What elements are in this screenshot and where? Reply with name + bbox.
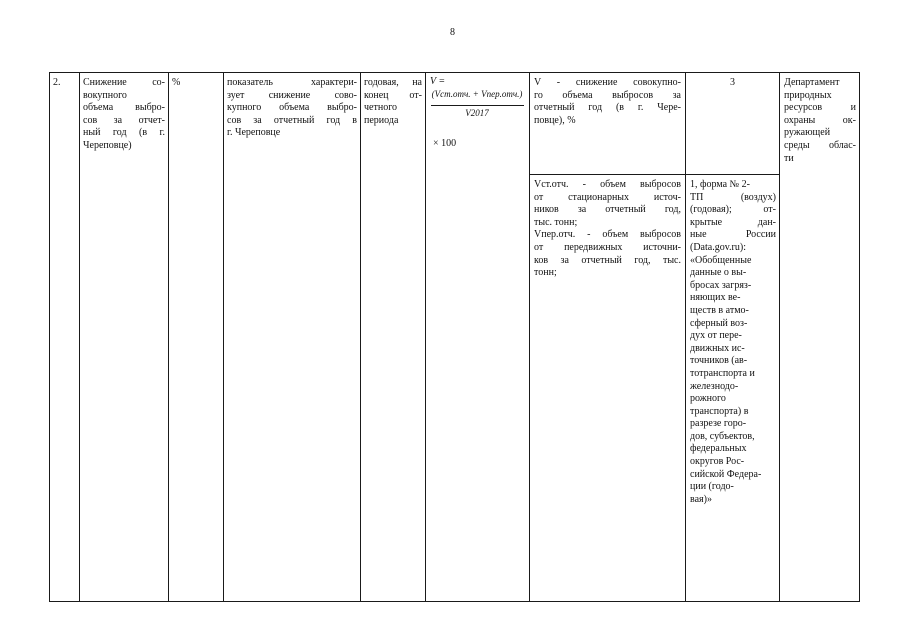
formula-numerator: (Vст.отч. + Vпер.отч.)	[431, 89, 523, 99]
text-line: округов Рос-	[690, 456, 745, 468]
formula-denominator: V2017	[465, 108, 489, 118]
col-border	[168, 72, 169, 602]
col-border	[425, 72, 426, 602]
table-bottom-border	[49, 601, 860, 602]
text-line: природных	[784, 89, 832, 101]
text-line: вая)»	[690, 493, 712, 505]
row-split-border	[529, 174, 780, 175]
text-line: ществ в атмо-	[690, 304, 749, 316]
data-source	[690, 179, 776, 506]
text-line: рожного	[690, 393, 726, 405]
text-line: тыс. тонн;	[534, 216, 578, 228]
text-line: тотранспорта и	[690, 367, 755, 379]
text-line: данные о вы-	[690, 267, 747, 279]
text-line: ный год (в г.	[83, 127, 165, 139]
text-line: от передвижных источни-	[534, 241, 681, 253]
text-line: Снижение со-	[83, 77, 165, 88]
table-top-border	[49, 72, 860, 73]
text-line: «Обобщенные	[690, 254, 752, 266]
indicator-table	[49, 72, 860, 602]
text-line: ТП (воздух)	[690, 191, 776, 203]
text-line: го объема выбросов за	[534, 89, 681, 101]
text-line: Vпер.отч. - объем выбросов	[534, 229, 681, 241]
text-line: Череповце)	[83, 139, 132, 151]
text-line: отчетный год (в г. Чере-	[534, 102, 681, 114]
row-number: 2.	[53, 77, 61, 88]
text-line: повце), %	[534, 114, 576, 126]
text-line: среды облас-	[784, 139, 856, 151]
text-line: зует снижение сово-	[227, 89, 357, 101]
responsible-department	[784, 77, 856, 165]
text-line: ные России	[690, 229, 776, 241]
text-line: движных ис-	[690, 342, 745, 354]
text-line: годовая, на	[364, 77, 422, 88]
text-line: ников за отчетный год,	[534, 204, 681, 216]
text-line: Департамент	[784, 77, 840, 88]
formula-lhs: V =	[430, 76, 446, 87]
text-line: ресурсов и	[784, 102, 856, 114]
indicator-name	[83, 77, 165, 153]
text-line: V - снижение совокупно-	[534, 77, 681, 88]
text-line: транспорта) в	[690, 405, 749, 417]
text-line: сов за отчет-	[83, 114, 165, 126]
text-line: тонн;	[534, 267, 557, 279]
text-line: (Data.gov.ru):	[690, 241, 746, 253]
text-line: периода	[364, 114, 399, 126]
text-line: объема выбро-	[83, 102, 165, 114]
periodicity	[364, 77, 422, 127]
text-line: четного	[364, 102, 398, 114]
text-line: Vст.отч. - объем выбросов	[534, 179, 681, 190]
variable-definition-v	[534, 77, 681, 127]
text-line: разрезе горо-	[690, 418, 747, 430]
table-right-border	[859, 72, 860, 602]
variable-definitions	[534, 179, 681, 280]
text-line: дух от пере-	[690, 330, 742, 342]
text-line: сов за отчетный год в	[227, 114, 357, 126]
col-border	[223, 72, 224, 602]
text-line: купного объема выбро-	[227, 102, 357, 114]
page-number: 8	[450, 27, 455, 38]
unit: %	[172, 77, 181, 88]
text-line: сийской Федера-	[690, 468, 762, 480]
text-line: конец от-	[364, 89, 422, 101]
text-line: федеральных	[690, 443, 747, 455]
text-line: сферный воз-	[690, 317, 748, 329]
text-line: от стационарных источ-	[534, 191, 681, 203]
text-line: (годовая); от-	[690, 204, 776, 216]
source-code: 3	[730, 77, 735, 88]
text-line: вокупного	[83, 89, 127, 101]
col-border	[360, 72, 361, 602]
text-line: бросах загряз-	[690, 279, 752, 291]
text-line: показатель характери-	[227, 77, 357, 88]
fraction-bar	[431, 105, 524, 106]
formula-multiplier: × 100	[433, 138, 457, 149]
col-border	[79, 72, 80, 602]
col-border	[49, 72, 50, 602]
indicator-description	[227, 77, 357, 140]
text-line: крытые дан-	[690, 216, 776, 228]
col-border	[685, 72, 686, 602]
text-line: няющих ве-	[690, 292, 741, 304]
text-line: железнодо-	[690, 380, 739, 392]
text-line: дов, субъектов,	[690, 430, 755, 442]
text-line: охраны ок-	[784, 114, 856, 126]
text-line: ков за отчетный год, тыс.	[534, 254, 681, 266]
col-border	[779, 72, 780, 602]
text-line: г. Череповце	[227, 127, 281, 139]
text-line: ружающей	[784, 127, 831, 139]
text-line: ции (годо-	[690, 481, 734, 493]
text-line: точников (ав-	[690, 355, 748, 367]
text-line: ти	[784, 152, 794, 164]
text-line: 1, форма № 2-	[690, 179, 750, 190]
col-border	[529, 72, 530, 602]
